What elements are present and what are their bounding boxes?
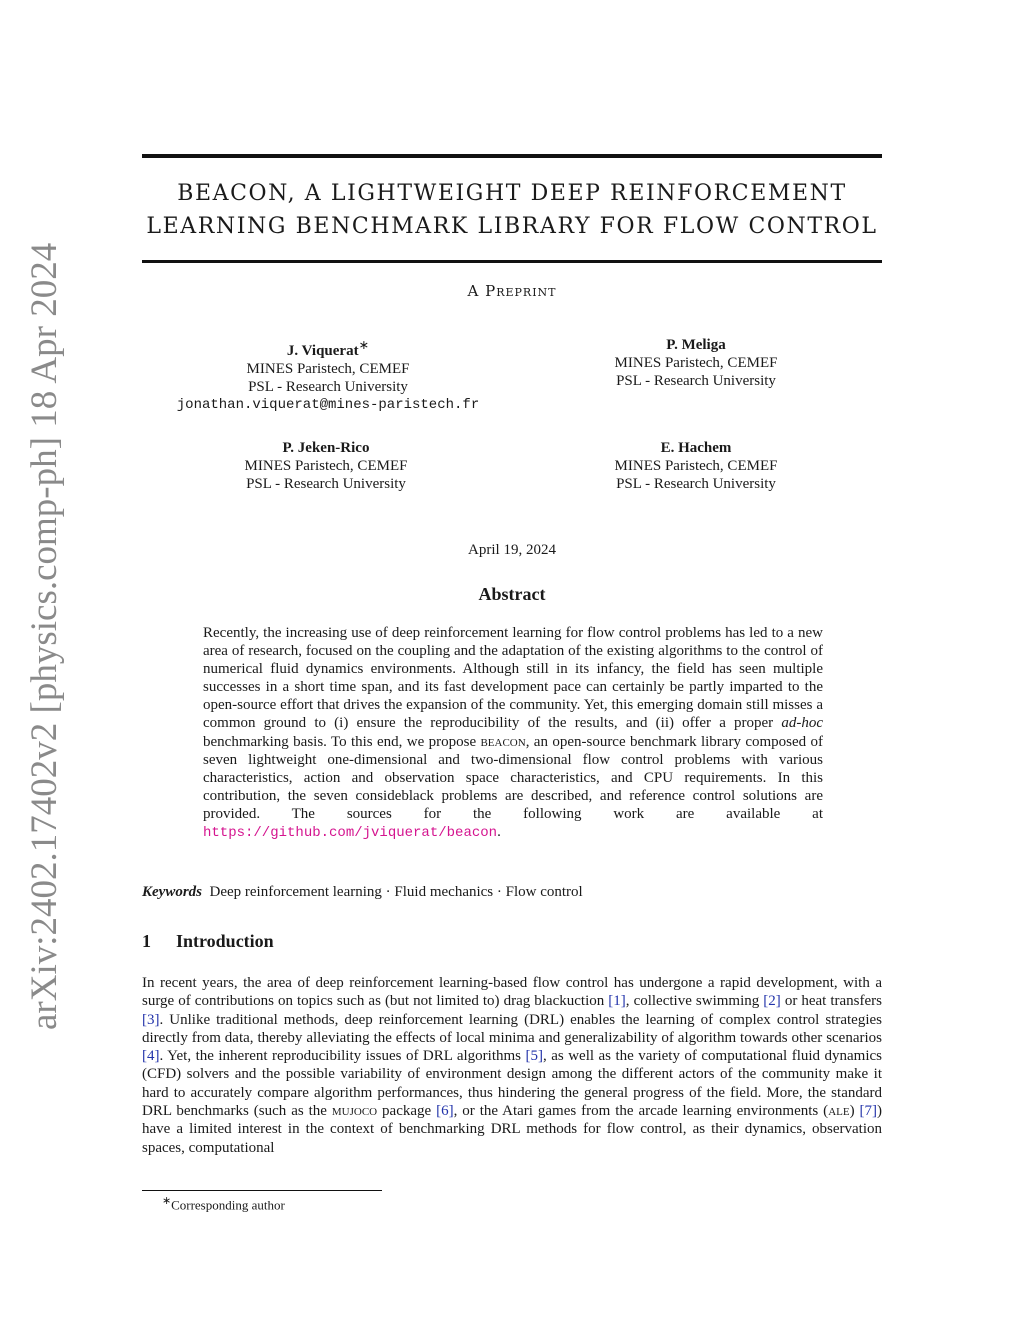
intro-text: or heat transfers [780, 993, 883, 1010]
github-link[interactable]: https://github.com/jviquerat/beacon [203, 825, 498, 842]
intro-text: package [377, 1103, 437, 1120]
abstract-part: . [497, 824, 501, 841]
arxiv-sidebar-stamp: arXiv:2402.17402v2 [physics.comp-ph] 18 Apr 2024 [24, 242, 65, 1030]
author-block-jeken-rico [216, 439, 436, 493]
citation-link[interactable]: [3] [142, 1011, 160, 1028]
preprint-label: A Preprint [467, 282, 557, 300]
introduction-paragraph [142, 974, 882, 1157]
intro-text: , or the Atari games from the arcade learning environments ( [453, 1103, 829, 1120]
section-title: Introduction [176, 931, 274, 951]
author-name: P. Jeken-Rico [282, 440, 370, 456]
abstract-part: benchmarking basis. To this end, we propose [203, 733, 481, 750]
author-affiliation: PSL - Research University [616, 373, 776, 389]
title-line-1: BEACON, A LIGHTWEIGHT DEEP REINFORCEMENT [177, 181, 847, 206]
keywords-label: Keywords [142, 884, 202, 900]
author-affiliation: PSL - Research University [248, 379, 408, 395]
citation-link[interactable]: [4] [142, 1048, 160, 1065]
intro-text: ) have a limited interest in the context of benchmarking DRL methods for flow control, as their dynamics, observation spaces, computational [142, 1103, 883, 1156]
author-block-viquerat [168, 336, 488, 414]
intro-text: . Unlike traditional methods, deep reinforcement learning (DRL) enables the learning of complex control strategies directly from data, thereby alleviating the effects of local minima and generalizability of algorithm towards other scenarios [142, 1011, 882, 1046]
paper-title [142, 177, 882, 243]
mujoco-name: mujoco [331, 1103, 378, 1120]
author-affiliation: PSL - Research University [616, 476, 776, 492]
footnote-rule [142, 1190, 382, 1191]
footnote [162, 1194, 285, 1213]
author-email[interactable]: jonathan.viquerat@mines-paristech.fr [176, 397, 480, 413]
author-affiliation: MINES Paristech, CEMEF [244, 458, 408, 474]
citation-link[interactable]: [5] [525, 1048, 543, 1065]
author-name: J. Viquerat [286, 343, 359, 359]
top-rule [142, 154, 882, 158]
citation-link[interactable]: [2] [763, 993, 781, 1010]
title-line-2: LEARNING BENCHMARK LIBRARY FOR FLOW CONTROL [146, 214, 878, 239]
author-affiliation: PSL - Research University [246, 476, 406, 492]
beacon-name: beacon [480, 733, 526, 750]
intro-text: In recent years, the area of deep reinforcement learning-based flow control has undergone a rapid development, with a surge of contributions on topics such as (but not limited to) drag blackuction [142, 975, 882, 1010]
keywords-line [142, 884, 583, 901]
keywords-text: Deep reinforcement learning · Fluid mechanics · Flow control [209, 884, 583, 900]
intro-text: . Yet, the inherent reproducibility issues of DRL algorithms [159, 1048, 526, 1065]
abstract-text [203, 624, 823, 842]
author-affiliation: MINES Paristech, CEMEF [614, 458, 778, 474]
abstract-part: Recently, the increasing use of deep reinforcement learning for flow control problems has led to a new area of research, focused on the coupling and the adaptation of the existing algorithms to the control of numerical fluid dynamics environments. Although still in its infancy, the field has seen multiple successes in a short time span, and its fast development pace can certainly be partly imparted to the open-source effort that drives the expansion of the community. Yet, this emerging domain still misses a common ground to (i) ensure the reproducibility of the results, and (ii) offer a proper [203, 625, 823, 732]
ale-name: ale [828, 1103, 850, 1120]
author-name: P. Meliga [666, 337, 726, 353]
author-name: E. Hachem [660, 440, 732, 456]
footnote-text: Corresponding author [171, 1197, 285, 1213]
author-affiliation: MINES Paristech, CEMEF [614, 355, 778, 371]
abstract-part: , an open-source benchmark library composed of seven lightweight one-dimensional and two-dimensional flow control problems with various characteristics, action and observation space characteristics, and CPU requirements. In this contribution, the seven consideblack problems are described, and reference control solutions are provided. The sources for the following work are available at [203, 733, 823, 822]
paper-date: April 19, 2024 [468, 542, 556, 558]
footnote-mark: ∗ [358, 338, 370, 352]
citation-link[interactable]: [7] [859, 1103, 878, 1120]
author-block-meliga [586, 336, 806, 390]
title-bottom-rule [142, 260, 882, 263]
citation-link[interactable]: [6] [436, 1103, 454, 1120]
section-heading-introduction [142, 931, 274, 952]
abstract-italic: ad-hoc [781, 715, 823, 732]
intro-text: , as well as the variety of computational fluid dynamics (CFD) solvers and the possible variability of environment design among the different actors of the community make it hard to accurately compare algorithm performances, thus hindering the general progress of the field. More, the standard DRL benchmarks (such as the [142, 1048, 882, 1120]
intro-text: , collective swimming [625, 993, 764, 1010]
author-affiliation: MINES Paristech, CEMEF [246, 361, 410, 377]
author-block-hachem [586, 439, 806, 493]
abstract-heading: Abstract [478, 584, 546, 604]
section-number: 1 [142, 931, 151, 951]
footnote-mark: ∗ [162, 1195, 172, 1207]
intro-text: ) [849, 1103, 860, 1120]
citation-link[interactable]: [1] [608, 993, 626, 1010]
